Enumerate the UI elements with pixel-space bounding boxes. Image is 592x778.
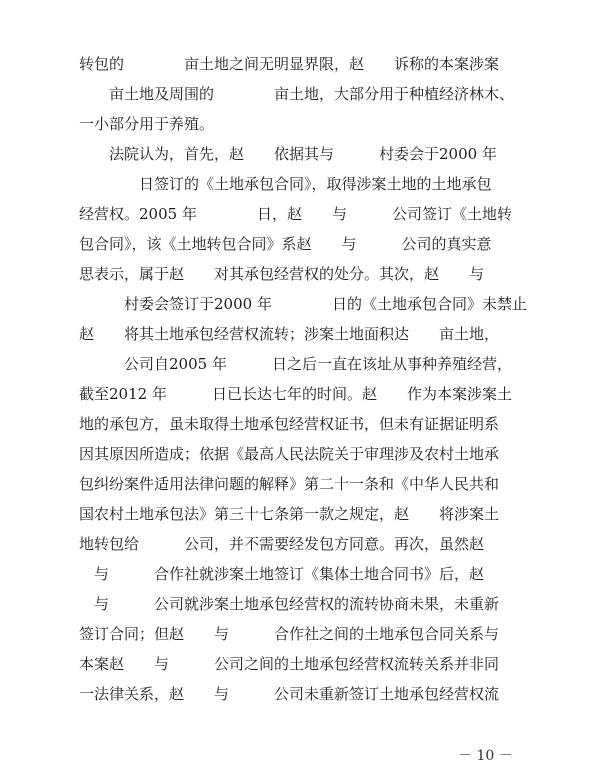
text-line: 与 合作社就涉案土地签订《集体土地合同书》后，赵 (79, 565, 485, 583)
text-line: 转包的 亩土地之间无明显界限，赵 诉称的本案涉案 (79, 55, 500, 73)
text-line: 包纠纷案件适用法律问题的解释》第二十一条和《中华人民共和 (79, 475, 500, 493)
text-line: 地转包给 公司，并不需要经发包方同意。再次，虽然赵 (79, 535, 485, 553)
text-line: 一法律关系，赵 与 公司未重新签订土地承包经营权流 (79, 685, 500, 703)
text-line: 亩土地及周围的 亩土地，大部分用于种植经济林木、 (79, 85, 515, 103)
text-line: 因其原因所造成；依据《最高人民法院关于审理涉及农村土地承 (79, 445, 500, 463)
text-line: 公司自2005 年 日之后一直在该址从事种养殖经营， (79, 355, 512, 373)
text-line: 签订合同；但赵 与 合作社之间的土地承包合同关系与 (79, 625, 500, 643)
text-line: 经营权。2005 年 日，赵 与 公司签订《土地转 (79, 205, 512, 223)
text-line: 与 公司就涉案土地承包经营权的流转协商未果，未重新 (79, 595, 500, 613)
text-line: 日签订的《土地承包合同》，取得涉案土地的土地承包 (79, 175, 492, 193)
text-line: 国农村土地承包法》第三十七条第一款之规定，赵 将涉案土 (79, 505, 500, 523)
text-line: 截至2012 年 日已长达七年的时间。赵 作为本案涉案土 (79, 385, 512, 403)
page-number: － 10 － (458, 748, 513, 764)
text-line: 村委会签订于2000 年 日的《土地承包合同》未禁止 (79, 295, 527, 313)
text-line: 一小部分用于养殖。 (79, 115, 215, 133)
text-line: 本案赵 与 公司之间的土地承包经营权流转关系并非同 (79, 655, 500, 673)
text-line: 思表示，属于赵 对其承包经营权的处分。其次，赵 与 (79, 265, 485, 283)
text-line: 赵 将其土地承包经营权流转；涉案土地面积达 亩土地， (79, 325, 500, 343)
text-line: 地的承包方，虽未取得土地承包经营权证书，但未有证据证明系 (79, 415, 500, 433)
paragraph-first-line: 法院认为，首先，赵 依据其与 村委会于2000 年 (109, 145, 497, 163)
text-line: 包合同》，该《土地转包合同》系赵 与 公司的真实意 (79, 235, 492, 253)
